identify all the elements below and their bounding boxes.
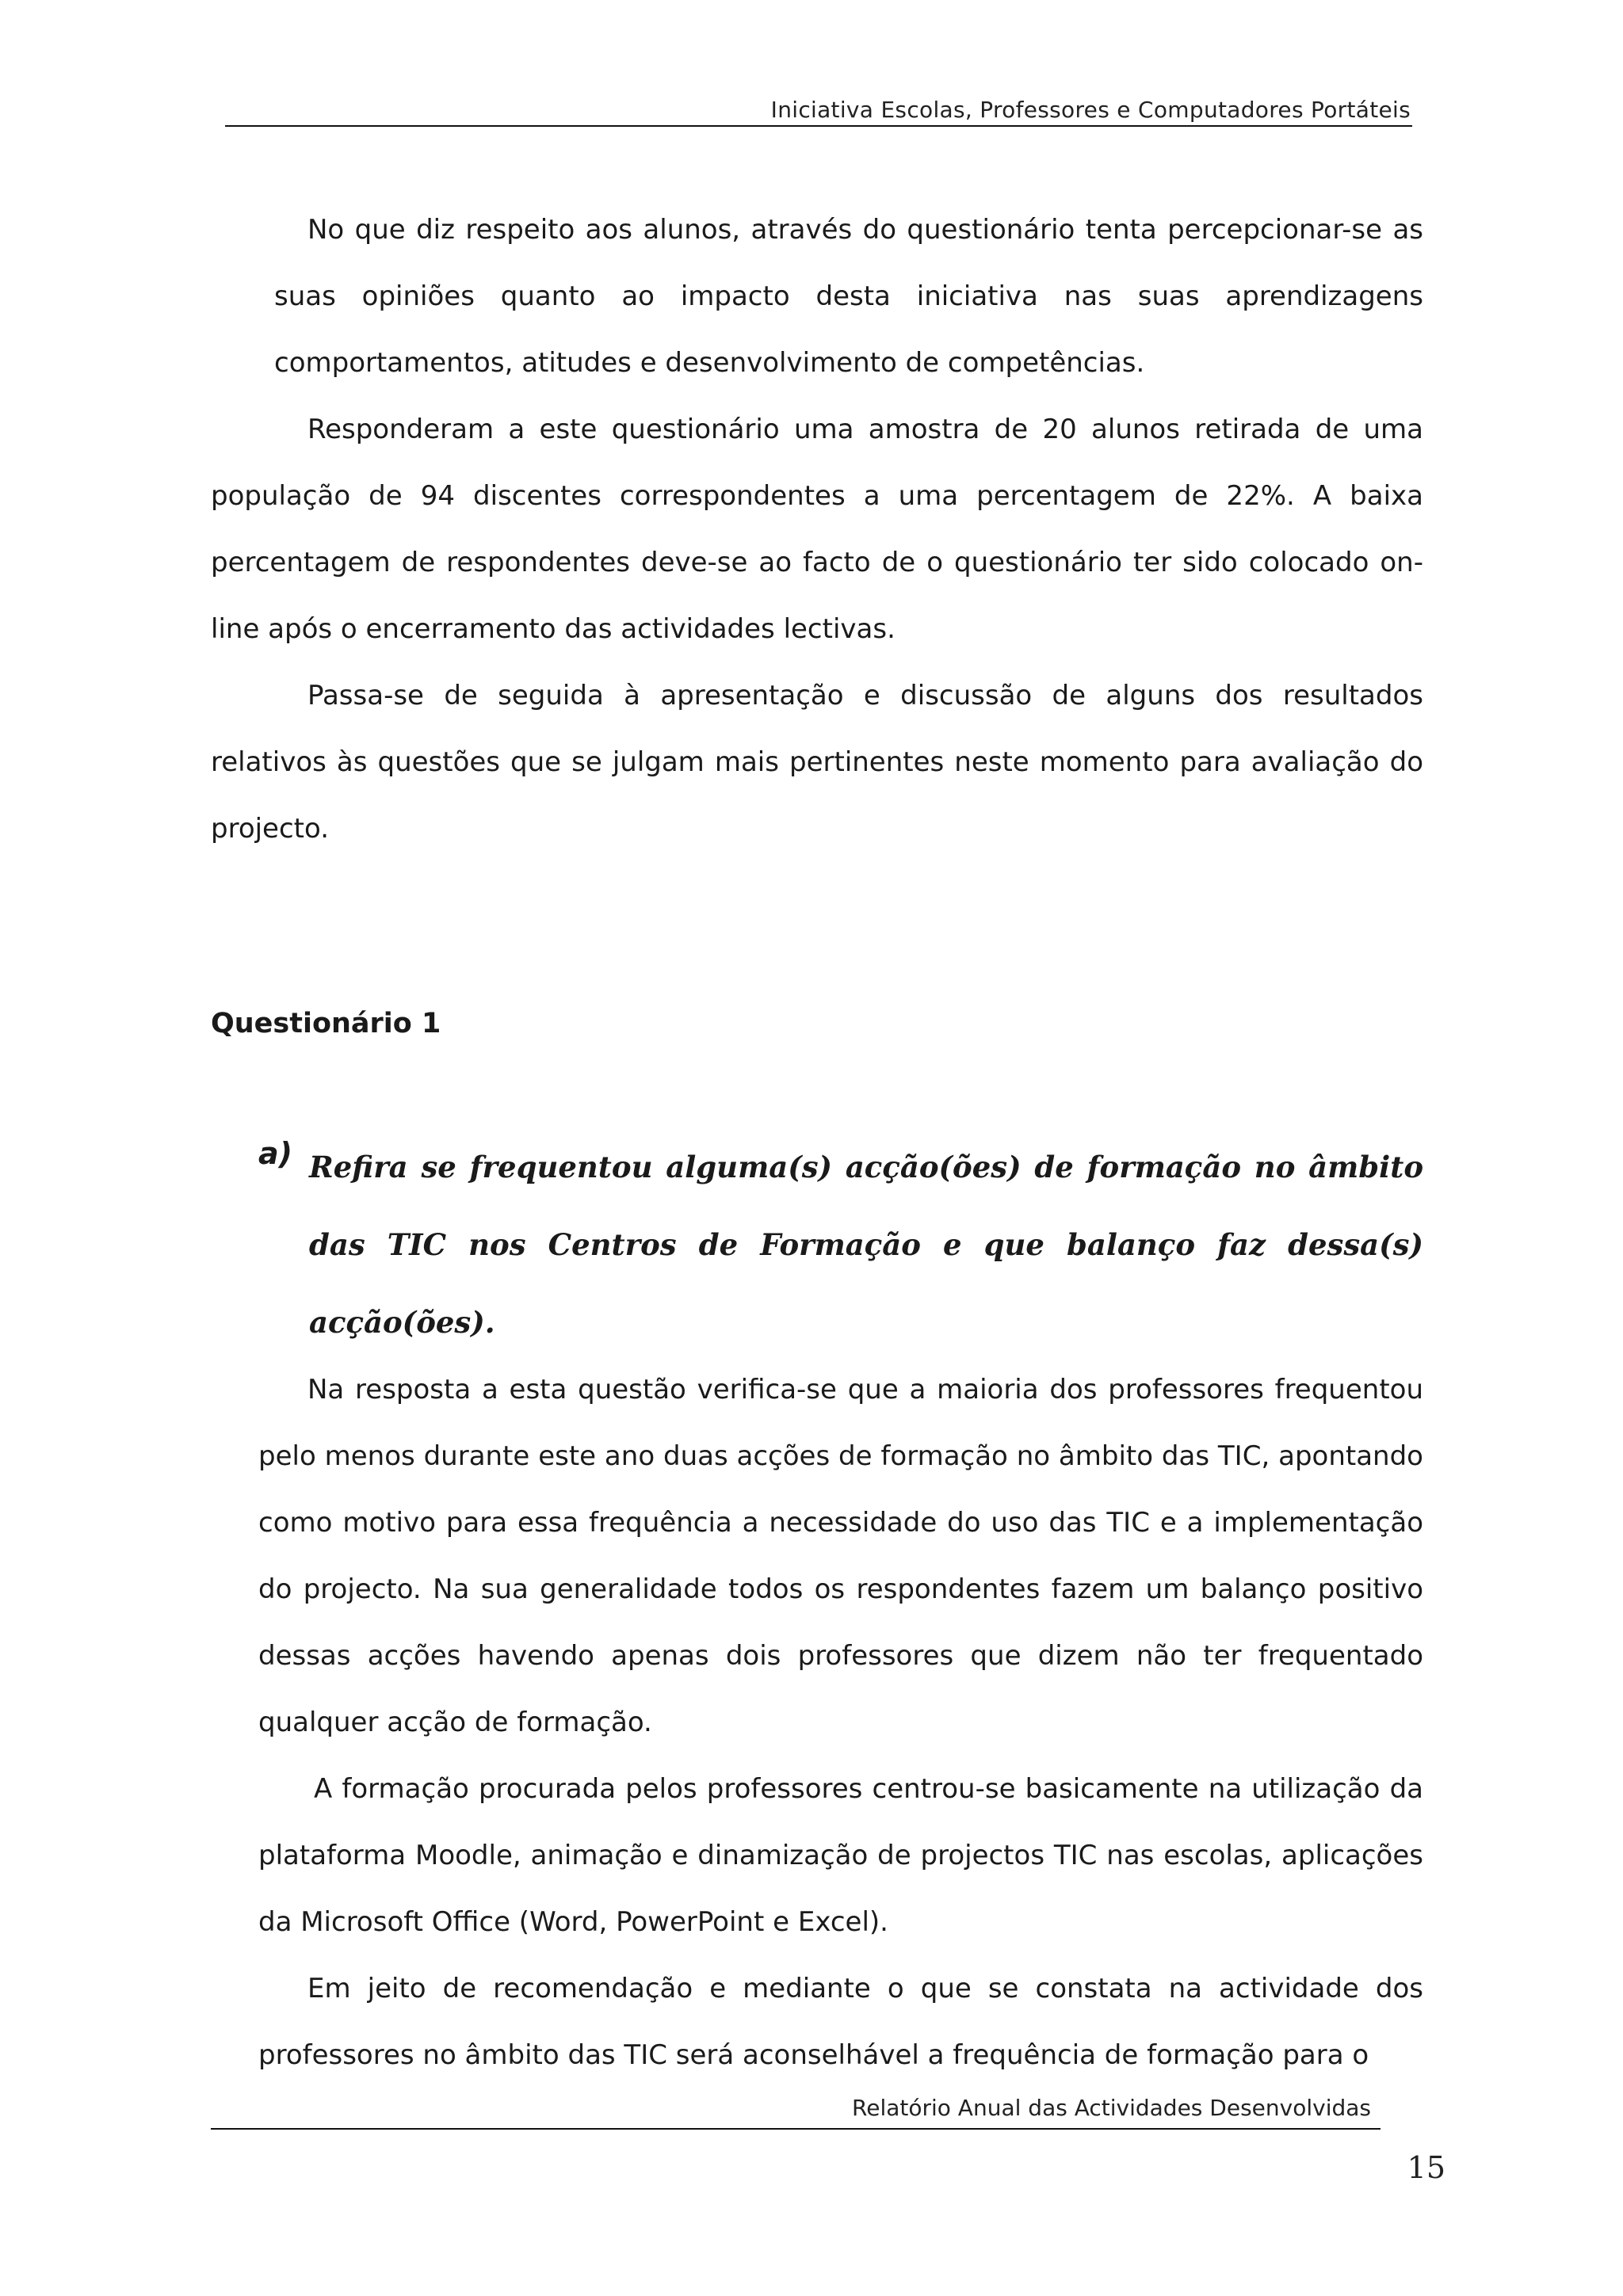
question-marker: a) <box>258 1136 293 1171</box>
paragraph-results-intro: Passa-se de seguida à apresentação e discussão de alguns dos resultados relativos às questões que se julgam mais pertinentes neste momento para avaliação do projecto. <box>211 680 1423 845</box>
header-divider <box>225 125 1412 127</box>
header-title: Iniciativa Escolas, Professores e Computadores Portáteis <box>770 97 1411 123</box>
page-number: 15 <box>1407 2150 1445 2185</box>
paragraph-sample-description: Responderam a este questionário uma amostra de 20 alunos retirada de uma população de 94 discentes correspondentes a uma percentagem de 22%. A baixa percentagem de respondentes deve-se ao facto de o questionário ter sido colocado on-line após o encerramento das actividades lectivas. <box>211 414 1423 645</box>
footer-divider <box>211 2128 1381 2130</box>
paragraph-students-opinions: No que diz respeito aos alunos, através do questionário tenta percepcionar-se as suas opiniões quanto ao impacto desta iniciativa nas suas aprendizagens comportamentos, atitudes e desenvolvimento de competências. <box>274 214 1423 379</box>
question-item <box>258 1128 1423 1361</box>
paragraph-training-answer: Na resposta a esta questão verifica-se que a maioria dos professores frequentou pelo menos durante este ano duas acções de formação no âmbito das TIC, apontando como motivo para essa frequência a necessidade do uso das TIC e a implementação do projecto. Na sua generalidade todos os respondentes fazem um balanço positivo dessas acções havendo apenas dois professores que dizem não ter frequentado qualquer acção de formação. <box>258 1374 1423 1738</box>
footer-title: Relatório Anual das Actividades Desenvolvidas <box>852 2095 1371 2121</box>
paragraph-training-topics: A formação procurada pelos professores centrou-se basicamente na utilização da plataforma Moodle, animação e dinamização de projectos TIC nas escolas, aplicações da Microsoft Office (Word, PowerPoint e Excel). <box>258 1773 1423 1938</box>
question-text: Refira se frequentou alguma(s) acção(ões) de formação no âmbito das TIC nos Centros de Formação e que balanço faz dessa(s) acção(ões). <box>309 1150 1423 1340</box>
section-heading: Questionário 1 <box>211 1008 441 1039</box>
paragraph-recommendation: Em jeito de recomendação e mediante o que se constata na actividade dos professores no âmbito das TIC será aconselhável a frequência de formação para o <box>258 1973 1423 2071</box>
